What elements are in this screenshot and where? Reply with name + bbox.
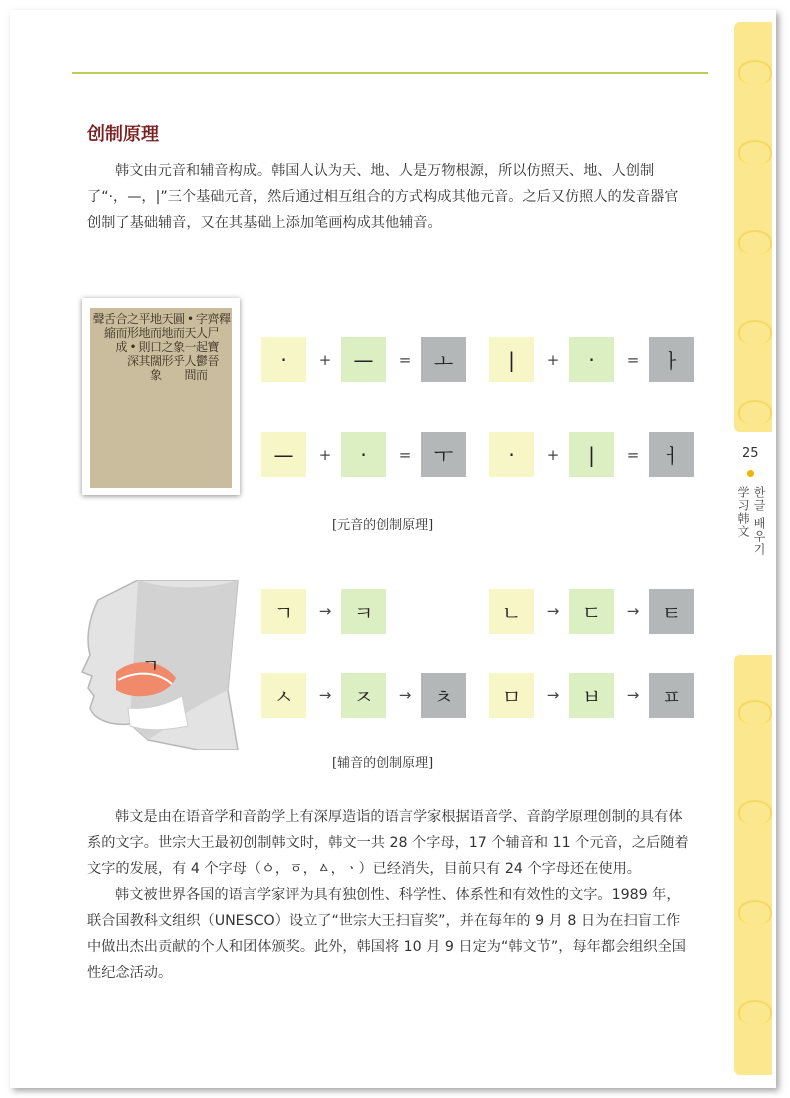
manuscript-column: •天一人間 [184,312,197,382]
side-title-chinese: 学习韩文 [736,486,750,538]
consonant-caption: [辅音的创制原理] [332,756,434,771]
cloud-ornament-icon [738,900,772,924]
vowel-result-box: ㅏ [649,337,694,382]
vowel-input-box: · [489,432,534,477]
body-paragraph-2: 韩文被世界各国的语言学家评为具有独创性、科学性、体系性和有效性的文字。1989 年，联合国教科文组织（UNESCO）设立了“世宗大王扫盲奖”，并在每年的 9 月 8 日为在扫盲工作中做出杰出贡献的个人和团体颁奖。此外，韩国将 10 月 9 日定为“韩文节”，每年都会组织全国性纪念活动。 [87,887,686,981]
head-label: ㄱ [142,656,160,677]
consonant-box: ㄱ [261,589,306,634]
vowel-input-box: | [569,432,614,477]
cloud-ornament-icon [738,800,772,824]
page-dot-icon [747,470,754,477]
cloud-ornament-icon [738,1000,772,1024]
manuscript-page [90,308,232,488]
intro-paragraph: 韩文由元音和辅音构成。韩国人认为天、地、人是万物根源，所以仿照天、地、人创制了“·，—，|”三个基础元音，然后通过相互组合的方式构成其他元音。之后又仿照人的发音器官创制了基础辅音，又在其基础上添加笔画构成其他辅音。 [87,163,679,231]
equals-sign: = [626,351,640,369]
plus-sign: + [318,446,332,464]
vowel-input-box: · [341,432,386,477]
cloud-ornament-icon [738,230,772,254]
vowel-input-box: · [569,337,614,382]
speech-organ-head-illustration [78,580,248,750]
manuscript-column: 之形•深 [126,312,139,368]
intro-paragraph-block [87,158,692,236]
hunminjeongeum-manuscript-image [82,298,240,495]
arrow-icon: → [546,686,560,704]
body-paragraphs [87,804,692,986]
manuscript-column: 聲 [92,312,105,326]
cloud-ornament-icon [738,320,772,344]
equals-sign: = [626,446,640,464]
manuscript-column: 平地則其 [138,312,151,368]
manuscript-column: 地而口闊象 [149,312,162,382]
plus-sign: + [318,351,332,369]
consonant-box: ㅂ [569,673,614,718]
vowel-input-box: | [489,337,534,382]
plus-sign: + [546,351,560,369]
side-running-title [735,486,767,556]
vowel-input-box: — [341,337,386,382]
arrow-icon: → [626,686,640,704]
consonant-box: ㅌ [649,589,694,634]
consonant-box: ㅋ [341,589,386,634]
arrow-icon: → [318,602,332,620]
arrow-icon: → [398,686,412,704]
consonant-box: ㄴ [489,589,534,634]
consonant-box: ㅊ [421,673,466,718]
consonant-box: ㅁ [489,673,534,718]
manuscript-column: 合而成 [115,312,128,354]
consonant-box: ㅅ [261,673,306,718]
vowel-caption: [元音的创制原理] [332,518,434,533]
side-title-korean: 한글 배우기 [752,486,766,556]
vowel-result-box: ㅜ [421,432,466,477]
vowel-result-box: ㅗ [421,337,466,382]
arrow-icon: → [546,602,560,620]
equals-sign: = [398,351,412,369]
header-rule [72,72,708,74]
cloud-ornament-icon [738,700,772,724]
cloud-ornament-icon [738,400,772,424]
body-paragraph-1: 韩文是由在语音学和音韵学上有深厚造诣的语言学家根据语音学、音韵学原理创制的具有体系的文字。世宗大王最初创制韩文时，韩文一共 28 个字母，17 个辅音和 11 个元音，之后随着文字的发展，有 4 个字母（ㆁ，ㆆ，ㅿ，ㆍ）已经消失，目前只有 24 个字母还在使用。 [87,809,689,877]
cloud-ornament-icon [738,140,772,164]
arrow-icon: → [318,686,332,704]
manuscript-column: 字人起鬱而 [195,312,208,382]
manuscript-column: 天地之形 [161,312,174,368]
consonant-box: ㄷ [569,589,614,634]
vowel-input-box: · [261,337,306,382]
section-title: 创制原理 [87,124,159,145]
equals-sign: = [398,446,412,464]
manuscript-column: 舌縮 [103,312,116,340]
cloud-ornament-icon [738,60,772,84]
vowel-input-box: — [261,432,306,477]
consonant-box: ㅈ [341,673,386,718]
manuscript-column: 齊尸寶晉 [207,312,220,368]
manuscript-column: 圓而象乎 [172,312,185,368]
page-number: 25 [742,446,759,461]
vowel-result-box: ㅓ [649,432,694,477]
consonant-box: ㅍ [649,673,694,718]
arrow-icon: → [626,602,640,620]
manuscript-column: 釋 [218,312,231,326]
plus-sign: + [546,446,560,464]
